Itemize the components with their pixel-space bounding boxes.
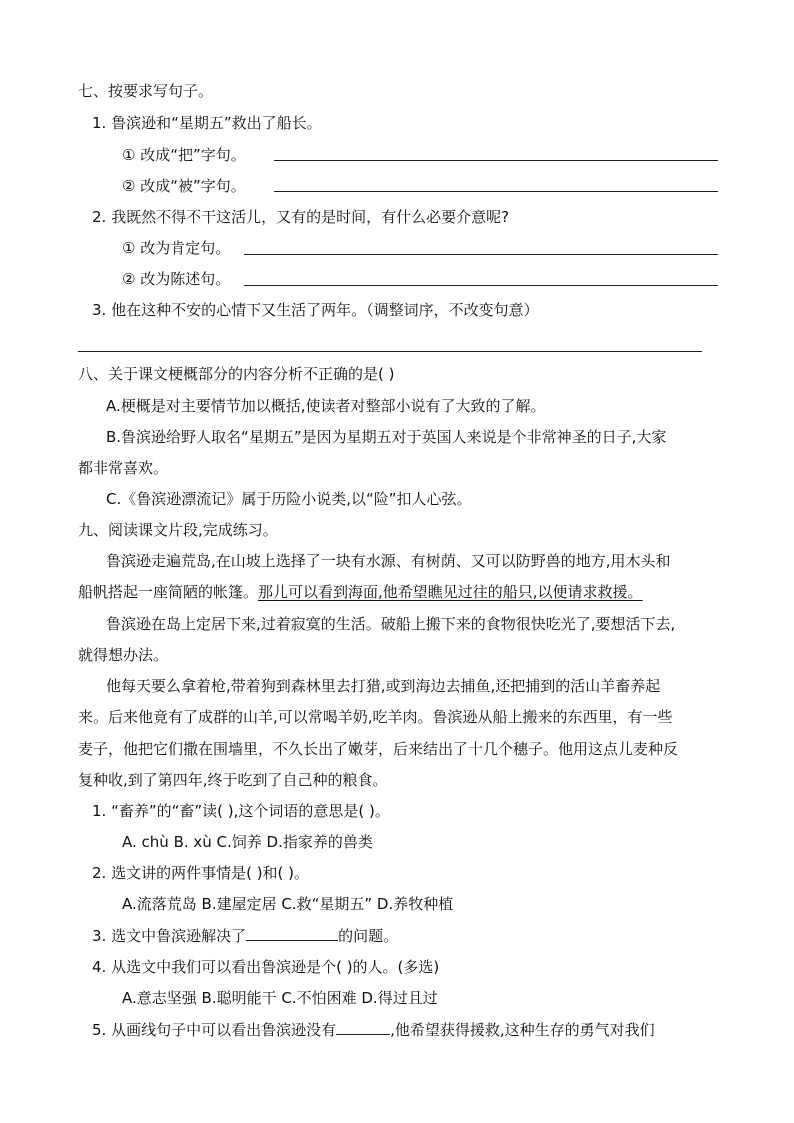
s7-q2-a-label: ① 改为肯定句。 xyxy=(122,239,231,257)
s7-q1-b-answer-line[interactable] xyxy=(274,191,718,192)
s7-q2-b-label: ② 改为陈述句。 xyxy=(122,270,231,288)
s8-option-b-line1: B.鲁滨逊给野人取名“星期五”是因为星期五对于英国人来说是个非常神圣的日子,大家 xyxy=(106,428,667,446)
s7-q2-b-answer-line[interactable] xyxy=(244,285,718,286)
s8-option-b-line2: 都非常喜欢。 xyxy=(78,459,169,477)
s7-q3-stem: 3. 他在这种不安的心情下又生活了两年。（调整词序，不改变句意） xyxy=(92,301,539,319)
s9-q5-stem xyxy=(92,1019,655,1040)
s7-q2-a-answer-line[interactable] xyxy=(244,254,718,255)
s9-q3-pre: 3. 选文中鲁滨逊解决了 xyxy=(92,927,247,945)
s9-q3-blank[interactable] xyxy=(246,925,338,941)
s9-q4-options: A.意志坚强 B.聪明能干 C.不怕困难 D.得过且过 xyxy=(122,989,438,1007)
passage-p3-line1: 他每天要么拿着枪,带着狗到森林里去打猎,或到海边去捕鱼,还把捕到的活山羊畜养起 xyxy=(106,677,661,695)
section-7-heading: 七、按要求写句子。 xyxy=(78,82,214,100)
s9-q4-stem: 4. 从选文中我们可以看出鲁滨逊是个( )的人。(多选) xyxy=(92,958,440,976)
passage-p2-line1: 鲁滨逊在岛上定居下来,过着寂寞的生活。破船上搬下来的食物很快吃光了,要想活下去, xyxy=(106,615,676,633)
s7-q1-a-answer-line[interactable] xyxy=(274,160,718,161)
passage-p3-line2: 来。后来他竟有了成群的山羊,可以常喝羊奶,吃羊肉。鲁滨逊从船上搬来的东西里，有一些 xyxy=(78,708,673,726)
s8-option-a: A.梗概是对主要情节加以概括,使读者对整部小说有了大致的了解。 xyxy=(106,397,546,415)
s9-q1-options: A. chù B. xù C.饲养 D.指家养的兽类 xyxy=(122,833,373,851)
s9-q2-options: A.流落荒岛 B.建屋定居 C.救“星期五” D.养牧种植 xyxy=(122,895,454,913)
s7-q2-stem: 2. 我既然不得不干这活儿，又有的是时间，有什么必要介意呢? xyxy=(92,208,510,226)
s9-q5-pre: 5. 从画线句子中可以看出鲁滨逊没有 xyxy=(92,1021,337,1039)
s7-q3-answer-line[interactable] xyxy=(78,351,702,352)
section-8-heading: 八、关于课文梗概部分的内容分析不正确的是( ) xyxy=(78,365,395,383)
s9-q5-blank[interactable] xyxy=(336,1019,390,1035)
s7-q1-b-label: ② 改成“被”字句。 xyxy=(122,177,246,195)
underlined-sentence: 那儿可以看到海面,他希望瞧见过往的船只,以便请求救援。 xyxy=(258,583,643,601)
passage-p1-line1: 鲁滨逊走遍荒岛,在山坡上选择了一块有水源、有树荫、又可以防野兽的地方,用木头和 xyxy=(106,552,671,570)
passage-p3-line3: 麦子，他把它们撒在围墙里，不久长出了嫩芽，后来结出了十几个穗子。他用这点儿麦种反 xyxy=(78,740,679,758)
s9-q2-stem: 2. 选文讲的两件事情是( )和( )。 xyxy=(92,864,310,882)
passage-p1-line2 xyxy=(78,582,643,602)
passage-p3-line4: 复种收,到了第四年,终于吃到了自己种的粮食。 xyxy=(78,771,388,789)
s9-q3-stem xyxy=(92,925,398,946)
s9-q3-post: 的问题。 xyxy=(338,927,399,945)
s7-q1-a-label: ① 改成“把”字句。 xyxy=(122,146,246,164)
s8-option-c: C.《鲁滨逊漂流记》属于历险小说类,以“险”扣人心弦。 xyxy=(106,490,472,508)
passage-p1-plain: 船帆搭起一座简陋的帐篷。 xyxy=(78,583,259,601)
passage-p2-line2: 就得想办法。 xyxy=(78,646,169,664)
s9-q1-stem: 1. “畜养”的“畜”读( ),这个词语的意思是( )。 xyxy=(92,802,390,820)
section-9-heading: 九、阅读课文片段,完成练习。 xyxy=(78,521,278,539)
s7-q1-stem: 1. 鲁滨逊和“星期五”救出了船长。 xyxy=(92,114,322,132)
s9-q5-post: ,他希望获得援救,这种生存的勇气对我们 xyxy=(390,1021,655,1039)
